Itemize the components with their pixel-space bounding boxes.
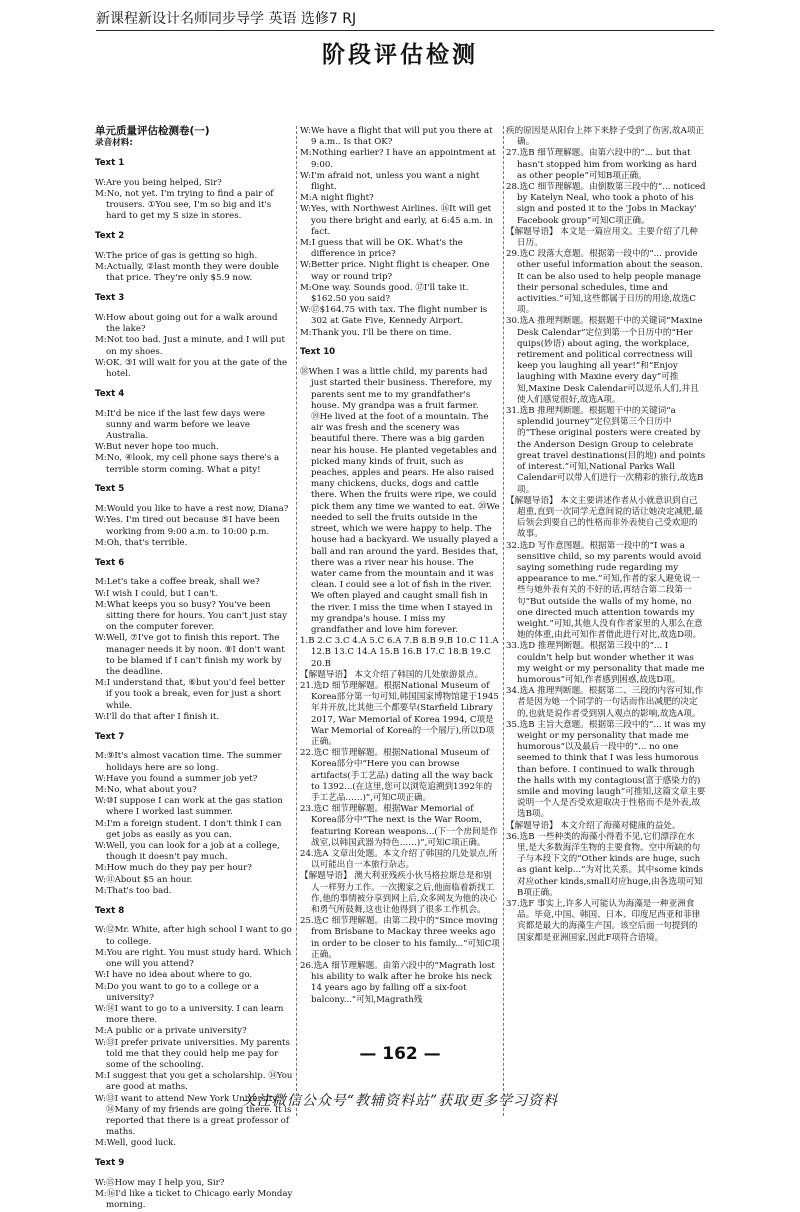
text-line: 【解题导语】 澳大利亚残疾小伙马格拉斯总是和别人一样努力工作。一次搬家之后,他面临着新找工作,他的事情被分享到网上后,众多网友为他的决心和勇气所鼓舞,这也让他得到了很多工作机会。 <box>300 871 497 915</box>
text-line: 【解题导语】 本文介绍了韩国的几处旅游景点。 <box>300 669 484 680</box>
text-line: 29.选C 段落大意题。根据第一段中的“... provide other useful information about the season. It can be also used to help people manage their personal schedules, time and activities.”可知,这些都属于日历的用途,故选C项。 <box>506 249 703 316</box>
text-line: 21.选D 细节理解题。根据National Museum of Korea部分第一句可知,韩国国家博物馆建于1945年并开放,比其他三个都要早(Starfield Library 2017, War Memorial of Korea 1994, C项是War Memorial of Korea的一个展厅),所以D项正确。 <box>300 680 499 747</box>
text-line: M:Oh, that's terrible. <box>95 537 188 548</box>
text-line: 【解题导语】 本文主要讲述作者从小就意识到自己超重,直到一次同学无意间说的话让她决定减肥,最后领会到要自己的性格而非外表使自己受欢迎的故事。 <box>506 495 703 540</box>
running-header: 新课程新设计名师同步导学 英语 选修7 RJ <box>96 8 714 31</box>
text-line: W:How about going out for a walk around the lake? <box>95 313 278 335</box>
text-line: 【解题导语】 本文介绍了海藻对健康的益处。 <box>506 820 681 831</box>
page-number: — 162 — <box>359 1044 441 1064</box>
text-line: 24.选A 文章出处题。本文介绍了韩国的几处景点,所以可能出自一本旅行杂志。 <box>300 848 498 871</box>
text-line: M:Let's take a coffee break, shall we? <box>95 577 260 588</box>
text-heading: Text 2 <box>95 231 125 242</box>
column-divider-1 <box>296 126 297 1116</box>
text-heading: Text 7 <box>95 731 125 742</box>
text-line: M:What keeps you so busy? You've been sitting there for hours. You can't just stay on the computer forever. <box>95 599 288 633</box>
text-line: W:Well, you can look for a job at a college, though it doesn't pay much. <box>95 841 280 863</box>
text-line: M:⑨It's almost vacation time. The summer holidays here are so long. <box>95 751 282 773</box>
text-line: ⑱When I was a little child, my parents had just started their business. Therefore, my parents sent me to my grandfather's house. My grandpa was a fruit farmer. ⑲He lived at the foot of a mountain. The air was fresh and the scenery was beautiful there. There was a big garden near his house. He planted vegetables and picked many kinds of fruit, such as peaches, apples and pears. He also raised many chickens, ducks, dogs and cattle there. When the fruits were ripe, we could pick them any time we wanted to eat. ⑳We needed to sell the fruits outside in the street, which we were happy to help. The house had a backyard. We usually played a ball and ran around the yard. Besides that, there was a river near his house. The water came from the mountain and it was clean. I could see a lot of fish in the river. We often played and caught small fish in the river. I miss the time when I stayed in my grandpa's house. I miss my grandfather and love him forever. <box>300 367 500 635</box>
text-line: W:⑩I suppose I can work at the gas station where I worked last summer. <box>95 796 283 818</box>
text-line: W:⑮How may I help you, Sir? <box>95 1177 225 1188</box>
text-line: W:Yes, with Northwest Airlines. ⑯It will get you there bright and early, at 6:45 a.m. in fact. <box>300 204 494 237</box>
text-line: M:I'm a foreign student. I don't think I can get jobs as easily as you can. <box>95 818 282 840</box>
text-line: 30.选A 推理判断题。根据题干中的关键词“Maxine Desk Calendar”定位到第一个日历中的“Her quips(妙语) about aging, the workplace, retirement and political correctness will keep you laughing all year!”和“Enjoy laughing with Maxine every day”可推知,Maxine Desk Calendar可以逗乐人们,并且使人们感觉很好,故选A项。 <box>506 316 703 405</box>
text-line: 【解题导语】 本文是一篇应用文。主要介绍了几种日历。 <box>506 226 698 249</box>
text-line: M:Well, good luck. <box>95 1138 176 1149</box>
text-line: W:I'll do that after I finish it. <box>95 711 220 722</box>
text-line: 26.选A 细节理解题。由第六段中的“Magrath lost his ability to walk after he broke his neck 14 years ago by falling off a six-foot balcony...”可知,Magrath残 <box>300 961 495 1005</box>
text-line: 34.选A 推理判断题。根据第二、三段的内容可知,作者是因为她一个同学的一句话而作出减肥的决定的,也就是说作者受到别人观点的影响,故选A项。 <box>506 686 704 719</box>
column-3 <box>506 126 706 943</box>
text-line: M:No, ④look, my cell phone says there's a terrible storm coming. What a pity! <box>95 453 280 475</box>
text-line: 35.选B 主旨大意题。根据第三段中的“... it was my weight or my personality that made me humorous”以及最后一段中的“... no one seemed to think that I was less humorous than before. I continued to walk through the halls with my contagious(富于感染力的) smile and moving laugh”可推知,这篇文章主要说明一个人是否受欢迎取决于性格而不是外表,故选B项。 <box>506 719 706 820</box>
text-line: 37.选F 事实上,许多人可能认为海藻是一种亚洲食品。毕竟,中国、韩国、日本、印度尼西亚和菲律宾都是最大的海藻生产国。该空后面一句提到的国家都是亚洲国家,因此F项符合语境。 <box>506 899 701 943</box>
page-title: 阶段评估检测 <box>322 42 478 68</box>
text-heading: Text 6 <box>95 557 125 568</box>
text-heading: Text 5 <box>95 484 125 495</box>
text-line: M:I understand that, ⑥but you'd feel better if you took a break, even for just a short while. <box>95 678 285 711</box>
text-line: M:I guess that will be OK. What's the difference in price? <box>300 238 463 260</box>
text-line: W:Well, ⑦I've got to finish this report. The manager needs it by noon. ⑧I don't want to be blamed if I can't finish my work by the deadline. <box>95 633 285 678</box>
text-line: 疾的原因是从阳台上摔下来脖子受到了伤害,故A项正确。 <box>506 126 705 148</box>
text-line: W:Better price. Night flight is cheaper. One way or round trip? <box>300 260 490 282</box>
text-line: W:OK. ③I will wait for you at the gate of the hotel. <box>95 357 288 380</box>
text-line: W:But never hope too much. <box>95 442 219 453</box>
text-line: 25.选C 细节理解题。由第二段中的“Since moving from Brisbane to Mackay three weeks ago in order to be closer to his family...”可知C项正确。 <box>300 916 500 960</box>
text-line: M:Nothing earlier? I have an appointment at 9:00. <box>300 148 496 170</box>
text-line: 36.选B 一些种类的海藻小得看不见,它们漂浮在水里,是大多数海洋生物的主要食物。空中所缺的句子与本段下文的“Other kinds are huge, such as giant kelp...”为对比关系。其中some kinds对应other kinds,small对应huge,由各选项可知B项正确。 <box>506 831 704 898</box>
text-line: W:The price of gas is getting so high. <box>95 251 258 261</box>
text-line: W:I wish I could, but I can't. <box>95 588 218 599</box>
text-line: W:Have you found a summer job yet? <box>95 773 258 784</box>
text-line: M:It'd be nice if the last few days were sunny and warm before we leave Australia. <box>95 408 265 442</box>
text-line: 31.选B 推理判断题。根据题干中的关键词“a splendid journey”定位到第三个日历中的“These original posters were created by the Anderson Design Group to celebrate great travel destinations(目的地) and points of interest.”可知,National Parks Wall Calendar可以带人们进行一次精彩的旅行,故选B项。 <box>506 406 706 495</box>
text-line: 27.选B 细节理解题。由第六段中的“... but that hasn't stopped him from working as hard as other people”可知B项正确。 <box>506 148 697 181</box>
text-heading: Text 3 <box>95 293 125 304</box>
text-line: M:A public or a private university? <box>95 1026 247 1037</box>
text-line: W:Are you being helped, Sir? <box>95 177 222 188</box>
text-line: M:Not too bad. Just a minute, and I will put on my shoes. <box>95 335 285 357</box>
text-line: W:⑬I prefer private universities. My parents told me that they could help me pay for some of the schooling. <box>95 1037 290 1070</box>
text-line: W:We have a flight that will put you there at 9 a.m.. Is that OK? <box>300 126 493 148</box>
text-line: W:⑭I want to go to a university. I can learn more there. <box>95 1003 284 1026</box>
text-line: W:I'm afraid not, unless you want a night flight. <box>300 170 480 193</box>
text-line: 23.选C 细节理解题。根据War Memorial of Korea部分中“The next is the War Room, featuring Korean weapons...(下一个房间是作战室,以韩国武器为特色……)”,可知C项正确。 <box>300 804 498 848</box>
text-line: M:Do you want to go to a college or a university? <box>95 981 259 1003</box>
text-line: M:Would you like to have a rest now, Diana? <box>95 504 289 515</box>
text-heading: Text 4 <box>95 388 125 399</box>
text-line: M:One way. Sounds good. ⑰I'll take it. $162.50 you said? <box>300 282 469 305</box>
text-line: M:No, what about you? <box>95 785 197 796</box>
text-line: M:A night flight? <box>300 193 374 204</box>
text-line: M:Thank you. I'll be there on time. <box>300 327 452 338</box>
column-2 <box>300 126 500 1005</box>
text-line: 1.B 2.C 3.C 4.A 5.C 6.A 7.B 8.B 9.B 10.C 11.A 12.B 13.C 14.A 15.B 16.B 17.C 18.B 19.C 20.B <box>300 636 499 669</box>
text-line: W:I have no idea about where to go. <box>95 970 253 981</box>
column-1 <box>95 125 293 1211</box>
text-line: M:Actually, ②last month they were double that price. They're only $5.9 now. <box>95 262 279 284</box>
text-line: M:I suggest that you get a scholarship. ⑭You are good at maths. <box>95 1071 293 1093</box>
text-line: 33.选D 推理判断题。根据第三段中的“... I couldn't help but wonder whether it was my weight or my personality that made me humorous”可知,作者感到困惑,故选D项。 <box>506 641 705 685</box>
column-divider-2 <box>503 126 504 1116</box>
text-heading: Text 10 <box>300 347 336 358</box>
text-line: W:Yes. I'm tired out because ⑤I have been working from 9:00 a.m. to 10:00 p.m. <box>95 515 280 537</box>
transcript-label: 录音材料: <box>95 138 133 149</box>
section-title: 单元质量评估检测卷(一) <box>95 125 210 137</box>
column-3-body <box>506 126 706 944</box>
text-line: M:No, not yet. I'm trying to find a pair of trousers. ①You see, I'm so big and it's hard to get my S size in stores. <box>95 189 274 222</box>
text-line: W:⑫Mr. White, after high school I want to go to college. <box>95 925 292 947</box>
column-2-body <box>300 126 500 1006</box>
text-line: M:How much do they pay per hour? <box>95 863 252 874</box>
text-heading: Text 1 <box>95 158 125 168</box>
text-line: W:⑬I want to attend New York University. ⑭Many of my friends are going there. It is reported that there is a great professor of maths. <box>95 1093 292 1138</box>
footer-note: 关注微信公众号“教辅资料站”获取更多学习资料 <box>241 1093 559 1109</box>
text-line: M:⑯I'd like a ticket to Chicago early Monday morning. <box>95 1189 293 1211</box>
text-line: W:⑪About $5 an hour. <box>95 874 193 885</box>
text-line: M:That's too bad. <box>95 885 172 896</box>
text-heading: Text 9 <box>95 1158 125 1169</box>
text-line: W:⑰$164.75 with tax. The flight number is 302 at Gate Five, Kennedy Airport. <box>300 305 488 327</box>
text-line: M:You are right. You must study hard. Which one will you attend? <box>95 947 292 970</box>
text-line: 32.选D 写作意图题。根据第一段中的“I was a sensitive child, so my parents would avoid saying something rude regarding my appearance to me.”可知,作者的家人避免说一些与她外表有关的不好的话,再结合第二段第一句“But outside the walls of my home, no one directed much attention towards my weight.”可知,其他人没有作者家里的人那么在意她的体重,由此可知作者借此进行对比,故选D项。 <box>506 540 703 641</box>
text-line: 22.选C 细节理解题。根据National Museum of Korea部分中“Here you can browse artifacts(手工艺品) dating all the way back to 1392...(在这里,您可以浏览追溯到1392年的手工艺品……)”,可知C项正确。 <box>300 748 493 803</box>
text-line: 28.选C 细节理解题。由倒数第三段中的“... noticed by Katelyn Neal, who took a photo of his sign and posted it to the 'Jobs in Mackay' Facebook group”可知C项正确。 <box>506 182 706 226</box>
text-heading: Text 8 <box>95 905 125 916</box>
